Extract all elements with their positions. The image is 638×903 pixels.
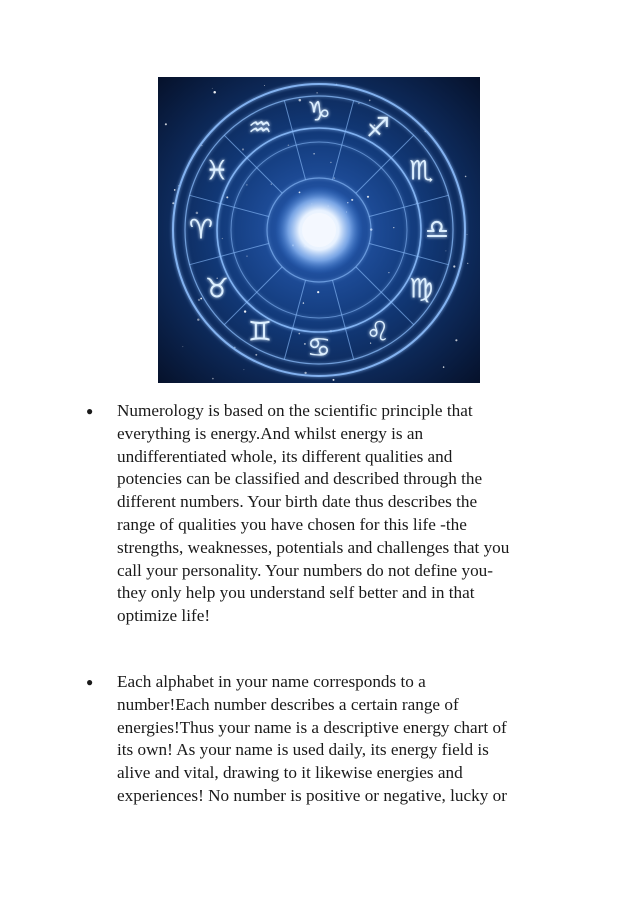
star [304,372,306,374]
star [299,99,302,102]
star [369,100,371,102]
star [330,162,331,163]
text-line: they only help you understand self better and in that [117,583,475,603]
zodiac-glyph-icon: ♎︎ [424,214,450,246]
star [443,366,444,367]
star [298,333,300,335]
bullet-item-alphabet [84,671,564,808]
star [453,265,455,267]
text-line: Numerology is based on the scientific principle that [117,401,473,420]
star [303,302,304,303]
star [264,85,265,86]
zodiac-glyph-icon: ♈︎ [188,214,214,246]
zodiac-glyph-icon: ♏︎ [409,155,434,187]
star [467,234,468,235]
zodiac-glyph-icon: ♐︎ [365,112,391,144]
text-line: experiences! No number is positive or negative, lucky or [117,785,507,805]
zodiac-wheel-image [158,77,480,383]
star [288,145,290,147]
text-line: Each alphabet in your name corresponds to a [117,671,426,691]
star [212,378,214,380]
star [246,256,247,257]
star [222,238,223,239]
text-line: range of qualities you have chosen for this life -the [117,514,467,534]
text-line: undifferentiated whole, its different qualities and [117,446,453,466]
text-line: its own! As your name is used daily, its energy field is [117,740,489,760]
bullet-dot-icon: ● [86,674,94,689]
star [200,298,202,300]
zodiac-glyph-icon: ♊︎ [247,316,273,348]
star [255,354,257,356]
star [242,148,244,150]
star [367,196,369,198]
text-line: energies!Thus your name is a descriptive energy chart of [117,717,507,737]
star [304,343,306,345]
moon-icon [302,213,336,247]
star [174,189,176,191]
star [226,196,228,198]
zodiac-wheel-graphic [158,77,480,383]
zodiac-glyph-icon: ♍︎ [409,273,434,305]
text-line: everything is energy.And whilst energy is an [117,423,424,443]
star [317,291,319,293]
bullet-list [84,400,564,808]
text-line: call your personality. Your numbers do not define you- [117,560,493,580]
text-line: strengths, weaknesses, potentials and challenges that you [117,537,510,557]
zodiac-glyph-icon: ♉︎ [204,273,229,305]
star [198,299,200,301]
bullet-item-numerology [84,400,564,628]
text-line: different numbers. Your birth date thus describes the [117,492,478,512]
text-line: number!Each number describes a certain range of [117,694,459,714]
zodiac-glyph-icon: ♓︎ [204,155,229,187]
zodiac-glyph-icon: ♑︎ [306,96,332,128]
star [271,184,272,185]
star [313,153,315,155]
bullet-dot-icon: ● [86,404,94,418]
star [334,178,335,179]
star [455,339,457,341]
star [445,250,446,251]
text-line: optimize life! [117,606,211,626]
star [316,92,317,93]
zodiac-glyph-icon: ♌︎ [365,316,391,348]
text-line: potencies can be classified and described through the [117,469,483,489]
star [213,91,216,94]
bullet-text [117,671,564,808]
star [388,272,389,273]
star [467,263,468,264]
star [333,379,335,381]
zodiac-glyph-icon: ♋︎ [306,332,332,364]
star [212,88,213,89]
star [246,184,247,185]
star [182,346,183,347]
star [197,318,199,320]
star [172,202,174,204]
star [244,310,246,312]
star [165,123,167,125]
star [393,227,394,228]
star [243,369,244,370]
text-line: alive and vital, drawing to it likewise energies and [117,763,463,783]
zodiac-glyph-icon: ♒︎ [247,112,273,144]
star [465,176,467,178]
bullet-text [117,400,564,628]
